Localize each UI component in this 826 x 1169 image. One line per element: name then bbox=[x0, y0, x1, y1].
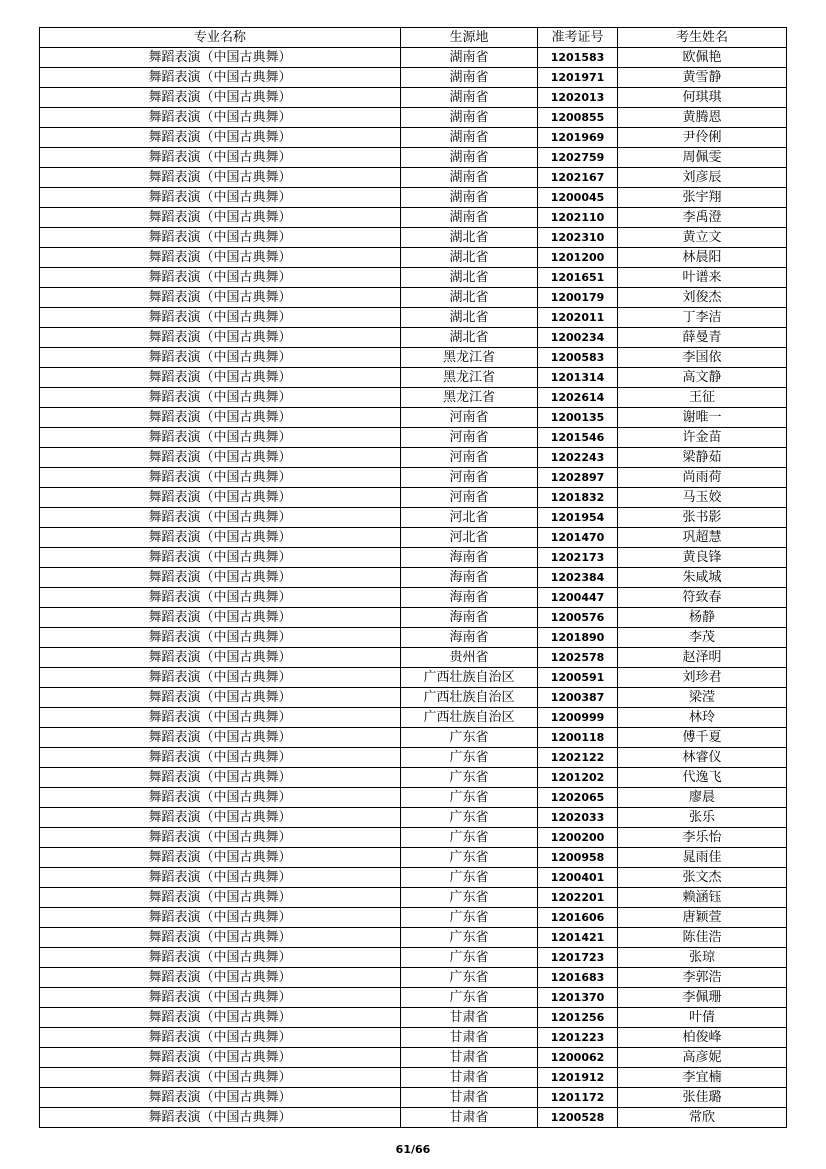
origin-cell: 广东省 bbox=[401, 848, 538, 868]
origin-cell: 甘肃省 bbox=[401, 1108, 538, 1128]
major-cell: 舞蹈表演（中国古典舞） bbox=[40, 1088, 401, 1108]
origin-cell: 河南省 bbox=[401, 468, 538, 488]
table-row bbox=[40, 568, 787, 588]
origin-cell: 湖南省 bbox=[401, 68, 538, 88]
origin-cell: 海南省 bbox=[401, 628, 538, 648]
major-cell: 舞蹈表演（中国古典舞） bbox=[40, 748, 401, 768]
origin-cell: 广西壮族自治区 bbox=[401, 668, 538, 688]
exam-number-cell: 1200999 bbox=[538, 708, 618, 728]
major-cell: 舞蹈表演（中国古典舞） bbox=[40, 548, 401, 568]
exam-number-cell: 1200179 bbox=[538, 288, 618, 308]
major-cell: 舞蹈表演（中国古典舞） bbox=[40, 988, 401, 1008]
table-row bbox=[40, 68, 787, 88]
major-cell: 舞蹈表演（中国古典舞） bbox=[40, 88, 401, 108]
exam-number-cell: 1202384 bbox=[538, 568, 618, 588]
origin-cell: 湖北省 bbox=[401, 228, 538, 248]
major-cell: 舞蹈表演（中国古典舞） bbox=[40, 668, 401, 688]
origin-cell: 广东省 bbox=[401, 828, 538, 848]
major-cell: 舞蹈表演（中国古典舞） bbox=[40, 128, 401, 148]
origin-cell: 广东省 bbox=[401, 908, 538, 928]
exam-number-cell: 1201370 bbox=[538, 988, 618, 1008]
table-row bbox=[40, 308, 787, 328]
student-name-cell: 柏俊峰 bbox=[618, 1028, 787, 1048]
table-row bbox=[40, 1028, 787, 1048]
major-cell: 舞蹈表演（中国古典舞） bbox=[40, 428, 401, 448]
major-cell: 舞蹈表演（中国古典舞） bbox=[40, 848, 401, 868]
table-row bbox=[40, 468, 787, 488]
table-row bbox=[40, 828, 787, 848]
student-name-cell: 赖涵钰 bbox=[618, 888, 787, 908]
major-cell: 舞蹈表演（中国古典舞） bbox=[40, 68, 401, 88]
origin-cell: 广东省 bbox=[401, 748, 538, 768]
origin-cell: 广东省 bbox=[401, 868, 538, 888]
student-name-cell: 傅千夏 bbox=[618, 728, 787, 748]
student-name-cell: 杨静 bbox=[618, 608, 787, 628]
student-name-cell: 张乐 bbox=[618, 808, 787, 828]
exam-number-cell: 1201200 bbox=[538, 248, 618, 268]
table-row bbox=[40, 928, 787, 948]
major-cell: 舞蹈表演（中国古典舞） bbox=[40, 228, 401, 248]
major-cell: 舞蹈表演（中国古典舞） bbox=[40, 768, 401, 788]
origin-cell: 广东省 bbox=[401, 928, 538, 948]
header-origin: 生源地 bbox=[401, 28, 538, 48]
table-row bbox=[40, 988, 787, 1008]
origin-cell: 黑龙江省 bbox=[401, 348, 538, 368]
exam-number-cell: 1200447 bbox=[538, 588, 618, 608]
origin-cell: 湖北省 bbox=[401, 248, 538, 268]
major-cell: 舞蹈表演（中国古典舞） bbox=[40, 188, 401, 208]
student-name-cell: 黄雪静 bbox=[618, 68, 787, 88]
student-name-cell: 林睿仪 bbox=[618, 748, 787, 768]
major-cell: 舞蹈表演（中国古典舞） bbox=[40, 408, 401, 428]
exam-number-cell: 1200528 bbox=[538, 1108, 618, 1128]
origin-cell: 河南省 bbox=[401, 408, 538, 428]
origin-cell: 湖南省 bbox=[401, 88, 538, 108]
student-name-cell: 许金苗 bbox=[618, 428, 787, 448]
major-cell: 舞蹈表演（中国古典舞） bbox=[40, 1048, 401, 1068]
student-name-cell: 李茂 bbox=[618, 628, 787, 648]
table-row bbox=[40, 588, 787, 608]
exam-number-cell: 1201172 bbox=[538, 1088, 618, 1108]
table-header-row bbox=[40, 28, 787, 48]
origin-cell: 甘肃省 bbox=[401, 1088, 538, 1108]
exam-number-cell: 1201583 bbox=[538, 48, 618, 68]
exam-number-cell: 1202897 bbox=[538, 468, 618, 488]
major-cell: 舞蹈表演（中国古典舞） bbox=[40, 468, 401, 488]
student-name-cell: 朱咸城 bbox=[618, 568, 787, 588]
origin-cell: 海南省 bbox=[401, 588, 538, 608]
table-row bbox=[40, 868, 787, 888]
table-row bbox=[40, 728, 787, 748]
exam-number-cell: 1200855 bbox=[538, 108, 618, 128]
exam-number-cell: 1200583 bbox=[538, 348, 618, 368]
table-row bbox=[40, 848, 787, 868]
major-cell: 舞蹈表演（中国古典舞） bbox=[40, 1008, 401, 1028]
page-number: 61/66 bbox=[395, 1143, 431, 1156]
table-row bbox=[40, 368, 787, 388]
major-cell: 舞蹈表演（中国古典舞） bbox=[40, 888, 401, 908]
origin-cell: 海南省 bbox=[401, 548, 538, 568]
origin-cell: 甘肃省 bbox=[401, 1068, 538, 1088]
origin-cell: 海南省 bbox=[401, 568, 538, 588]
major-cell: 舞蹈表演（中国古典舞） bbox=[40, 868, 401, 888]
major-cell: 舞蹈表演（中国古典舞） bbox=[40, 648, 401, 668]
student-name-cell: 符致春 bbox=[618, 588, 787, 608]
student-name-cell: 林玲 bbox=[618, 708, 787, 728]
table-row bbox=[40, 188, 787, 208]
table-row bbox=[40, 508, 787, 528]
major-cell: 舞蹈表演（中国古典舞） bbox=[40, 828, 401, 848]
student-name-cell: 黄良锋 bbox=[618, 548, 787, 568]
table-row bbox=[40, 388, 787, 408]
exam-number-cell: 1202759 bbox=[538, 148, 618, 168]
table-row bbox=[40, 1088, 787, 1108]
student-name-cell: 尚雨荷 bbox=[618, 468, 787, 488]
major-cell: 舞蹈表演（中国古典舞） bbox=[40, 568, 401, 588]
student-name-cell: 廖晨 bbox=[618, 788, 787, 808]
table-row bbox=[40, 648, 787, 668]
exam-number-cell: 1200958 bbox=[538, 848, 618, 868]
exam-number-cell: 1201912 bbox=[538, 1068, 618, 1088]
exam-number-cell: 1201683 bbox=[538, 968, 618, 988]
student-name-cell: 赵泽明 bbox=[618, 648, 787, 668]
exam-number-cell: 1202110 bbox=[538, 208, 618, 228]
table-row bbox=[40, 428, 787, 448]
table-row bbox=[40, 788, 787, 808]
header-student-name: 考生姓名 bbox=[618, 28, 787, 48]
table-row bbox=[40, 488, 787, 508]
origin-cell: 广东省 bbox=[401, 988, 538, 1008]
student-name-cell: 林晨阳 bbox=[618, 248, 787, 268]
table-row bbox=[40, 1008, 787, 1028]
major-cell: 舞蹈表演（中国古典舞） bbox=[40, 1108, 401, 1128]
student-name-cell: 常欣 bbox=[618, 1108, 787, 1128]
table-row bbox=[40, 528, 787, 548]
table-row bbox=[40, 348, 787, 368]
major-cell: 舞蹈表演（中国古典舞） bbox=[40, 508, 401, 528]
student-name-cell: 代逸飞 bbox=[618, 768, 787, 788]
table-row bbox=[40, 1108, 787, 1128]
table-row bbox=[40, 768, 787, 788]
table-row bbox=[40, 208, 787, 228]
origin-cell: 湖南省 bbox=[401, 188, 538, 208]
major-cell: 舞蹈表演（中国古典舞） bbox=[40, 208, 401, 228]
origin-cell: 湖北省 bbox=[401, 288, 538, 308]
table-row bbox=[40, 968, 787, 988]
major-cell: 舞蹈表演（中国古典舞） bbox=[40, 168, 401, 188]
student-name-cell: 梁滢 bbox=[618, 688, 787, 708]
table-row bbox=[40, 1048, 787, 1068]
table-row bbox=[40, 328, 787, 348]
origin-cell: 河北省 bbox=[401, 508, 538, 528]
exam-number-cell: 1200200 bbox=[538, 828, 618, 848]
student-name-cell: 欧佩艳 bbox=[618, 48, 787, 68]
exam-number-cell: 1200591 bbox=[538, 668, 618, 688]
origin-cell: 黑龙江省 bbox=[401, 388, 538, 408]
origin-cell: 湖北省 bbox=[401, 328, 538, 348]
major-cell: 舞蹈表演（中国古典舞） bbox=[40, 708, 401, 728]
origin-cell: 湖南省 bbox=[401, 48, 538, 68]
table-row bbox=[40, 668, 787, 688]
major-cell: 舞蹈表演（中国古典舞） bbox=[40, 628, 401, 648]
student-name-cell: 李佩珊 bbox=[618, 988, 787, 1008]
student-name-cell: 黄腾恩 bbox=[618, 108, 787, 128]
student-name-cell: 何琪琪 bbox=[618, 88, 787, 108]
student-name-cell: 薛曼青 bbox=[618, 328, 787, 348]
major-cell: 舞蹈表演（中国古典舞） bbox=[40, 268, 401, 288]
major-cell: 舞蹈表演（中国古典舞） bbox=[40, 388, 401, 408]
origin-cell: 甘肃省 bbox=[401, 1028, 538, 1048]
table-row bbox=[40, 808, 787, 828]
exam-number-cell: 1202013 bbox=[538, 88, 618, 108]
table-row bbox=[40, 48, 787, 68]
major-cell: 舞蹈表演（中国古典舞） bbox=[40, 968, 401, 988]
origin-cell: 湖南省 bbox=[401, 128, 538, 148]
major-cell: 舞蹈表演（中国古典舞） bbox=[40, 288, 401, 308]
table-row bbox=[40, 268, 787, 288]
student-name-cell: 张文杰 bbox=[618, 868, 787, 888]
exam-number-cell: 1201651 bbox=[538, 268, 618, 288]
table-row bbox=[40, 748, 787, 768]
student-name-cell: 丁李洁 bbox=[618, 308, 787, 328]
exam-number-cell: 1201256 bbox=[538, 1008, 618, 1028]
origin-cell: 海南省 bbox=[401, 608, 538, 628]
exam-number-cell: 1202011 bbox=[538, 308, 618, 328]
table-row bbox=[40, 408, 787, 428]
student-name-cell: 张宇翔 bbox=[618, 188, 787, 208]
exam-number-cell: 1200135 bbox=[538, 408, 618, 428]
major-cell: 舞蹈表演（中国古典舞） bbox=[40, 488, 401, 508]
major-cell: 舞蹈表演（中国古典舞） bbox=[40, 948, 401, 968]
major-cell: 舞蹈表演（中国古典舞） bbox=[40, 328, 401, 348]
major-cell: 舞蹈表演（中国古典舞） bbox=[40, 48, 401, 68]
student-name-cell: 李国依 bbox=[618, 348, 787, 368]
origin-cell: 甘肃省 bbox=[401, 1048, 538, 1068]
student-name-cell: 尹伶俐 bbox=[618, 128, 787, 148]
exam-number-cell: 1202310 bbox=[538, 228, 618, 248]
table-row bbox=[40, 448, 787, 468]
exam-number-cell: 1201470 bbox=[538, 528, 618, 548]
student-name-cell: 李郭浩 bbox=[618, 968, 787, 988]
table-row bbox=[40, 148, 787, 168]
origin-cell: 湖北省 bbox=[401, 308, 538, 328]
table-row bbox=[40, 128, 787, 148]
major-cell: 舞蹈表演（中国古典舞） bbox=[40, 528, 401, 548]
exam-number-cell: 1202201 bbox=[538, 888, 618, 908]
student-name-cell: 谢唯一 bbox=[618, 408, 787, 428]
table-row bbox=[40, 288, 787, 308]
student-name-cell: 刘俊杰 bbox=[618, 288, 787, 308]
table-row bbox=[40, 88, 787, 108]
major-cell: 舞蹈表演（中国古典舞） bbox=[40, 928, 401, 948]
origin-cell: 广东省 bbox=[401, 728, 538, 748]
origin-cell: 广东省 bbox=[401, 968, 538, 988]
exam-number-cell: 1202614 bbox=[538, 388, 618, 408]
student-name-cell: 黄立文 bbox=[618, 228, 787, 248]
origin-cell: 广东省 bbox=[401, 768, 538, 788]
student-name-cell: 李乐怡 bbox=[618, 828, 787, 848]
student-name-cell: 高文静 bbox=[618, 368, 787, 388]
table-row bbox=[40, 608, 787, 628]
table-body bbox=[40, 48, 787, 1128]
origin-cell: 广东省 bbox=[401, 808, 538, 828]
exam-number-cell: 1200062 bbox=[538, 1048, 618, 1068]
major-cell: 舞蹈表演（中国古典舞） bbox=[40, 348, 401, 368]
major-cell: 舞蹈表演（中国古典舞） bbox=[40, 308, 401, 328]
student-name-cell: 叶谱来 bbox=[618, 268, 787, 288]
exam-number-cell: 1200401 bbox=[538, 868, 618, 888]
origin-cell: 广东省 bbox=[401, 948, 538, 968]
major-cell: 舞蹈表演（中国古典舞） bbox=[40, 1028, 401, 1048]
origin-cell: 河南省 bbox=[401, 428, 538, 448]
origin-cell: 广东省 bbox=[401, 788, 538, 808]
major-cell: 舞蹈表演（中国古典舞） bbox=[40, 248, 401, 268]
exam-number-cell: 1202167 bbox=[538, 168, 618, 188]
student-name-cell: 晁雨佳 bbox=[618, 848, 787, 868]
student-name-cell: 刘珍君 bbox=[618, 668, 787, 688]
origin-cell: 河南省 bbox=[401, 488, 538, 508]
table-row bbox=[40, 888, 787, 908]
table-row bbox=[40, 948, 787, 968]
exam-number-cell: 1201890 bbox=[538, 628, 618, 648]
origin-cell: 湖北省 bbox=[401, 268, 538, 288]
exam-number-cell: 1200118 bbox=[538, 728, 618, 748]
exam-number-cell: 1202578 bbox=[538, 648, 618, 668]
student-name-cell: 李禹澄 bbox=[618, 208, 787, 228]
student-name-cell: 刘彦辰 bbox=[618, 168, 787, 188]
header-major: 专业名称 bbox=[40, 28, 401, 48]
exam-number-cell: 1202033 bbox=[538, 808, 618, 828]
origin-cell: 湖南省 bbox=[401, 168, 538, 188]
exam-number-cell: 1202065 bbox=[538, 788, 618, 808]
major-cell: 舞蹈表演（中国古典舞） bbox=[40, 1068, 401, 1088]
student-name-cell: 王征 bbox=[618, 388, 787, 408]
student-name-cell: 张佳璐 bbox=[618, 1088, 787, 1108]
exam-number-cell: 1201969 bbox=[538, 128, 618, 148]
exam-number-cell: 1201954 bbox=[538, 508, 618, 528]
exam-number-cell: 1200576 bbox=[538, 608, 618, 628]
exam-number-cell: 1200234 bbox=[538, 328, 618, 348]
major-cell: 舞蹈表演（中国古典舞） bbox=[40, 588, 401, 608]
exam-number-cell: 1201723 bbox=[538, 948, 618, 968]
exam-number-cell: 1201606 bbox=[538, 908, 618, 928]
exam-number-cell: 1201832 bbox=[538, 488, 618, 508]
header-exam-number: 准考证号 bbox=[538, 28, 618, 48]
origin-cell: 湖南省 bbox=[401, 108, 538, 128]
student-name-cell: 张书影 bbox=[618, 508, 787, 528]
exam-number-cell: 1201314 bbox=[538, 368, 618, 388]
major-cell: 舞蹈表演（中国古典舞） bbox=[40, 108, 401, 128]
table-row bbox=[40, 688, 787, 708]
exam-number-cell: 1201202 bbox=[538, 768, 618, 788]
exam-number-cell: 1201421 bbox=[538, 928, 618, 948]
origin-cell: 河南省 bbox=[401, 448, 538, 468]
origin-cell: 湖南省 bbox=[401, 148, 538, 168]
table-row bbox=[40, 1068, 787, 1088]
table-row bbox=[40, 628, 787, 648]
student-name-cell: 唐颖萱 bbox=[618, 908, 787, 928]
exam-number-cell: 1200387 bbox=[538, 688, 618, 708]
table-row bbox=[40, 548, 787, 568]
exam-number-cell: 1202173 bbox=[538, 548, 618, 568]
major-cell: 舞蹈表演（中国古典舞） bbox=[40, 448, 401, 468]
student-name-cell: 叶倩 bbox=[618, 1008, 787, 1028]
origin-cell: 甘肃省 bbox=[401, 1008, 538, 1028]
student-name-cell: 李宜楠 bbox=[618, 1068, 787, 1088]
origin-cell: 湖南省 bbox=[401, 208, 538, 228]
exam-number-cell: 1200045 bbox=[538, 188, 618, 208]
table-row bbox=[40, 248, 787, 268]
origin-cell: 河北省 bbox=[401, 528, 538, 548]
student-name-cell: 巩超慧 bbox=[618, 528, 787, 548]
table-row bbox=[40, 708, 787, 728]
student-name-cell: 周佩雯 bbox=[618, 148, 787, 168]
table-row bbox=[40, 228, 787, 248]
origin-cell: 黑龙江省 bbox=[401, 368, 538, 388]
student-name-cell: 陈佳浩 bbox=[618, 928, 787, 948]
major-cell: 舞蹈表演（中国古典舞） bbox=[40, 908, 401, 928]
major-cell: 舞蹈表演（中国古典舞） bbox=[40, 808, 401, 828]
major-cell: 舞蹈表演（中国古典舞） bbox=[40, 368, 401, 388]
origin-cell: 广西壮族自治区 bbox=[401, 688, 538, 708]
exam-number-cell: 1202243 bbox=[538, 448, 618, 468]
origin-cell: 广东省 bbox=[401, 888, 538, 908]
origin-cell: 贵州省 bbox=[401, 648, 538, 668]
exam-number-cell: 1201971 bbox=[538, 68, 618, 88]
major-cell: 舞蹈表演（中国古典舞） bbox=[40, 148, 401, 168]
origin-cell: 广西壮族自治区 bbox=[401, 708, 538, 728]
student-name-cell: 张琼 bbox=[618, 948, 787, 968]
exam-number-cell: 1201223 bbox=[538, 1028, 618, 1048]
student-name-cell: 梁静茹 bbox=[618, 448, 787, 468]
major-cell: 舞蹈表演（中国古典舞） bbox=[40, 788, 401, 808]
student-name-cell: 高彦妮 bbox=[618, 1048, 787, 1068]
admission-list-table bbox=[39, 27, 787, 1128]
table-row bbox=[40, 108, 787, 128]
table-row bbox=[40, 908, 787, 928]
major-cell: 舞蹈表演（中国古典舞） bbox=[40, 728, 401, 748]
table-row bbox=[40, 168, 787, 188]
exam-number-cell: 1201546 bbox=[538, 428, 618, 448]
major-cell: 舞蹈表演（中国古典舞） bbox=[40, 608, 401, 628]
exam-number-cell: 1202122 bbox=[538, 748, 618, 768]
student-name-cell: 马玉姣 bbox=[618, 488, 787, 508]
major-cell: 舞蹈表演（中国古典舞） bbox=[40, 688, 401, 708]
